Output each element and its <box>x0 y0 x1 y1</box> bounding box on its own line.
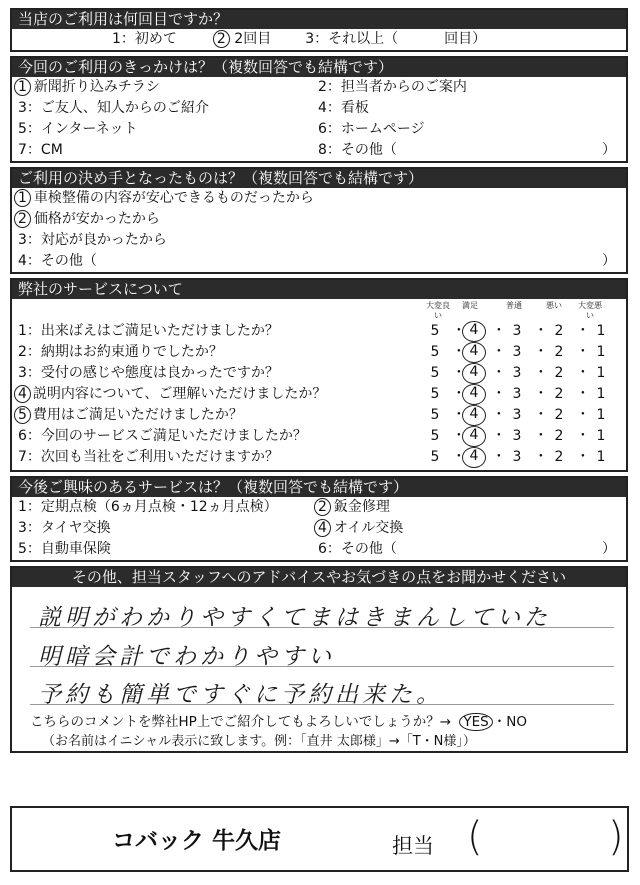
separator-dot: ・ <box>575 386 590 402</box>
separator-dot: ・ <box>451 323 466 339</box>
option-label: 定期点検（6ヵ月点検・12ヵ月点検） <box>40 499 278 515</box>
separator-dot: ・ <box>451 428 466 444</box>
decision-options <box>12 188 626 272</box>
separator-dot: ・ <box>575 365 590 381</box>
option-label: 対応が良かったから <box>40 232 167 248</box>
option-item[interactable] <box>18 497 318 518</box>
staff-bracket-open: ( <box>467 814 483 860</box>
option-number: 4： <box>18 253 41 269</box>
option-number: 5： <box>18 121 41 137</box>
rating-question <box>18 363 424 384</box>
rating-row <box>12 342 626 363</box>
option-row <box>12 209 626 230</box>
score-options <box>424 384 626 405</box>
option-row <box>12 251 626 272</box>
option-item[interactable] <box>18 119 318 140</box>
option-label: 担当者からのご案内 <box>340 79 467 95</box>
rating-scale-labels <box>12 299 626 329</box>
score-options <box>424 426 626 447</box>
circle-mark: 2 <box>213 30 230 48</box>
option-more-visits[interactable]: 3：それ以上（ <box>305 31 399 47</box>
option-more-suffix: 回目） <box>444 31 487 47</box>
option-label: インターネット <box>40 121 138 137</box>
separator-dot: ・ <box>491 365 506 381</box>
rating-row <box>12 426 626 447</box>
comments-section <box>10 566 628 753</box>
score-selected[interactable]: 4 <box>462 384 486 405</box>
comments-header: その他、担当スタッフへのアドバイスやお気づきの点をお聞かせください <box>12 568 626 587</box>
question-number: 3： <box>18 365 41 381</box>
question-text: 次回も当社をご利用いただけますか？ <box>40 449 279 465</box>
score-option[interactable]: 3 <box>512 386 522 402</box>
question-text: 納期はお約束通りでしたか？ <box>40 344 223 360</box>
trigger-header: 今回のご利用のきっかけは？（複数回答でも結構です） <box>12 58 626 77</box>
separator-dot: ・ <box>451 449 466 465</box>
score-options <box>424 363 626 384</box>
option-number: 5： <box>18 541 41 557</box>
score-option[interactable]: 1 <box>596 344 606 360</box>
circle-mark: 1 <box>14 189 31 207</box>
separator-dot: ・ <box>533 407 548 423</box>
consent-yes[interactable]: YES <box>459 713 492 731</box>
option-row <box>12 140 626 161</box>
score-selected[interactable]: 4 <box>462 426 486 447</box>
score-option[interactable]: 3 <box>512 365 522 381</box>
option-item[interactable] <box>18 209 160 230</box>
option-label: CM <box>40 142 63 158</box>
comment-area[interactable] <box>12 587 626 713</box>
score-options <box>424 447 626 468</box>
separator-dot: ・ <box>533 323 548 339</box>
score-selected[interactable]: 4 <box>462 342 486 363</box>
question-text: 受付の感じや態度は良かったですか？ <box>40 365 279 381</box>
score-selected[interactable]: 4 <box>462 363 486 384</box>
separator-dot: ・ <box>491 407 506 423</box>
separator-dot: ・ <box>451 365 466 381</box>
separator-dot: ・ <box>451 407 466 423</box>
separator-dot: ・ <box>491 344 506 360</box>
separator-dot: ・ <box>451 386 466 402</box>
service-rating-section <box>10 278 628 472</box>
option-row <box>12 539 626 560</box>
staff-bracket-close: ) <box>608 814 624 860</box>
interest-options <box>12 497 626 560</box>
question-text: 出来ばえはご満足いただけましたか？ <box>40 323 279 339</box>
question-text: 費用はご満足いただけましたか？ <box>32 407 243 423</box>
option-row <box>12 230 626 251</box>
rating-questions <box>12 321 626 470</box>
separator-dot: ・ <box>533 365 548 381</box>
option-label: 新聞折り込みチラシ <box>33 79 160 95</box>
score-options <box>424 342 626 363</box>
decision-section <box>10 167 628 274</box>
score-option[interactable]: 3 <box>512 344 522 360</box>
handwritten-line: 明暗会計でわかりやすい <box>38 644 335 670</box>
option-number: 4： <box>318 100 341 116</box>
option-label: 自動車保険 <box>40 541 111 557</box>
rating-question <box>18 447 424 468</box>
separator-dot: ・ <box>491 449 506 465</box>
option-item[interactable] <box>318 140 397 161</box>
rating-row <box>12 363 626 384</box>
question-text: 説明内容について、ご理解いただけましたか？ <box>32 386 327 402</box>
circle-mark: 2 <box>314 498 331 516</box>
score-option[interactable]: 1 <box>596 428 606 444</box>
option-item[interactable] <box>18 251 97 272</box>
visit-count-header: 当店のご利用は何回目ですか？ <box>12 10 626 29</box>
option-item[interactable] <box>318 497 390 518</box>
score-option[interactable]: 2 <box>554 344 564 360</box>
option-row <box>12 77 626 98</box>
shop-name: コバック 牛久店 <box>112 828 282 854</box>
score-option[interactable]: 2 <box>554 449 564 465</box>
circle-mark: 4 <box>314 519 331 537</box>
service-rating-header: 弊社のサービスについて <box>12 280 626 299</box>
question-number: 1： <box>18 323 41 339</box>
separator-dot: ・ <box>491 386 506 402</box>
option-label: タイヤ交換 <box>40 520 111 536</box>
scale-label: 大変悪い <box>578 301 602 320</box>
visit-count-section <box>10 8 628 52</box>
question-text: 今回のサービスご満足いただけましたか？ <box>40 428 307 444</box>
close-paren: ） <box>602 541 616 557</box>
score-selected[interactable]: 4 <box>462 405 486 426</box>
score-option[interactable]: 2 <box>554 323 564 339</box>
option-label: 看板 <box>340 100 369 116</box>
score-option[interactable]: 2 <box>554 428 564 444</box>
interest-section <box>10 476 628 562</box>
score-option[interactable]: 1 <box>596 386 606 402</box>
score-option[interactable]: 5 <box>430 386 440 402</box>
circle-mark: 5 <box>14 406 31 424</box>
rating-row <box>12 447 626 468</box>
score-option[interactable]: 5 <box>430 449 440 465</box>
option-item[interactable] <box>18 518 318 539</box>
score-option[interactable]: 5 <box>430 407 440 423</box>
score-option[interactable]: 3 <box>512 449 522 465</box>
scale-label: 普通 <box>506 301 522 310</box>
separator-dot: ・ <box>575 344 590 360</box>
option-item[interactable] <box>318 77 467 98</box>
option-item[interactable] <box>18 77 318 98</box>
option-number: 3： <box>18 520 41 536</box>
score-option[interactable]: 2 <box>554 407 564 423</box>
close-paren: ） <box>602 253 616 269</box>
option-number: 3： <box>18 232 41 248</box>
rating-row <box>12 384 626 405</box>
separator-dot: ・ <box>533 449 548 465</box>
option-number: 2： <box>318 79 341 95</box>
circle-mark: 4 <box>14 385 31 403</box>
option-label: その他（ <box>340 541 397 557</box>
survey-form <box>10 8 628 757</box>
separator-dot: ・ <box>451 344 466 360</box>
trigger-section <box>10 56 628 163</box>
option-item[interactable] <box>18 98 318 119</box>
handwritten-line: 説明がわかりやすくてまはきまんしていた <box>38 605 551 631</box>
question-number: 6： <box>18 428 41 444</box>
score-selected[interactable]: 4 <box>462 321 486 342</box>
option-label: 価格が安かったから <box>33 211 160 227</box>
visit-count-options <box>12 29 626 50</box>
option-item[interactable] <box>18 230 167 251</box>
scale-label: 大変良い <box>426 301 450 320</box>
option-number: 1： <box>18 499 41 515</box>
consent-no[interactable]: ・NO <box>492 714 527 730</box>
option-second-visit[interactable]: 2 2回目 <box>217 29 271 50</box>
rating-question <box>18 384 424 405</box>
option-item[interactable] <box>18 188 314 209</box>
score-selected[interactable]: 4 <box>462 447 486 468</box>
score-option[interactable]: 3 <box>512 323 522 339</box>
close-paren: ） <box>602 142 616 158</box>
decision-header: ご利用の決め手となったものは？（複数回答でも結構です） <box>12 169 626 188</box>
score-option[interactable]: 3 <box>512 428 522 444</box>
option-row <box>12 119 626 140</box>
score-option[interactable]: 5 <box>430 323 440 339</box>
shop-footer <box>10 806 629 872</box>
separator-dot: ・ <box>533 428 548 444</box>
option-first-visit[interactable]: 1：初めて <box>112 31 177 47</box>
circle-mark: 1 <box>14 78 31 96</box>
option-row <box>12 188 626 209</box>
option-number: 3： <box>18 100 41 116</box>
score-options <box>424 405 626 426</box>
option-row <box>12 518 626 539</box>
scale-label: 満足 <box>462 301 478 310</box>
option-item[interactable] <box>18 140 318 161</box>
option-label: オイル交換 <box>333 520 404 536</box>
separator-dot: ・ <box>575 323 590 339</box>
rating-question <box>18 342 424 363</box>
handwritten-line: 予約も簡単ですぐに予約出来た。 <box>38 682 443 708</box>
separator-dot: ・ <box>575 428 590 444</box>
separator-dot: ・ <box>533 386 548 402</box>
separator-dot: ・ <box>533 344 548 360</box>
separator-dot: ・ <box>491 428 506 444</box>
option-row <box>12 497 626 518</box>
question-number: 7： <box>18 449 41 465</box>
option-number: 6： <box>318 121 341 137</box>
option-row <box>12 98 626 119</box>
score-option[interactable]: 5 <box>430 428 440 444</box>
option-item[interactable] <box>318 98 369 119</box>
option-number: 8： <box>318 142 341 158</box>
consent-question: こちらのコメントを弊社HP上でご紹介してもよろしいでしょうか？→ <box>30 714 452 730</box>
option-number: 6： <box>318 541 341 557</box>
option-item[interactable] <box>318 539 397 560</box>
option-label: ホームページ <box>340 121 425 137</box>
separator-dot: ・ <box>575 449 590 465</box>
scale-label: 悪い <box>546 301 562 310</box>
publish-consent <box>12 713 626 732</box>
option-label: その他（ <box>40 253 97 269</box>
question-number: 2： <box>18 344 41 360</box>
option-item[interactable] <box>18 539 318 560</box>
score-option[interactable]: 3 <box>512 407 522 423</box>
trigger-options <box>12 77 626 161</box>
separator-dot: ・ <box>491 323 506 339</box>
rating-question <box>18 426 424 447</box>
option-label: ご友人、知人からのご紹介 <box>40 100 209 116</box>
circle-mark: 2 <box>14 210 31 228</box>
option-item[interactable] <box>318 518 403 539</box>
interest-header: 今後ご興味のあるサービスは？（複数回答でも結構です） <box>12 478 626 497</box>
rating-question <box>18 405 424 426</box>
separator-dot: ・ <box>575 407 590 423</box>
score-option[interactable]: 1 <box>596 323 606 339</box>
option-label: 鈑金修理 <box>333 499 390 515</box>
consent-note: （お名前はイニシャル表示に致します。例：「直井 太郎様」→「T・N様」） <box>42 734 476 749</box>
score-option[interactable]: 1 <box>596 407 606 423</box>
option-item[interactable] <box>318 119 425 140</box>
option-label: その他（ <box>340 142 397 158</box>
score-option[interactable]: 5 <box>430 344 440 360</box>
rating-row <box>12 405 626 426</box>
score-option[interactable]: 2 <box>554 386 564 402</box>
score-option[interactable]: 1 <box>596 365 606 381</box>
option-label: 車検整備の内容が安心できるものだったから <box>33 190 314 206</box>
score-option[interactable]: 1 <box>596 449 606 465</box>
option-number: 7： <box>18 142 41 158</box>
staff-label: 担当 <box>392 834 434 858</box>
score-option[interactable]: 5 <box>430 365 440 381</box>
score-option[interactable]: 2 <box>554 365 564 381</box>
